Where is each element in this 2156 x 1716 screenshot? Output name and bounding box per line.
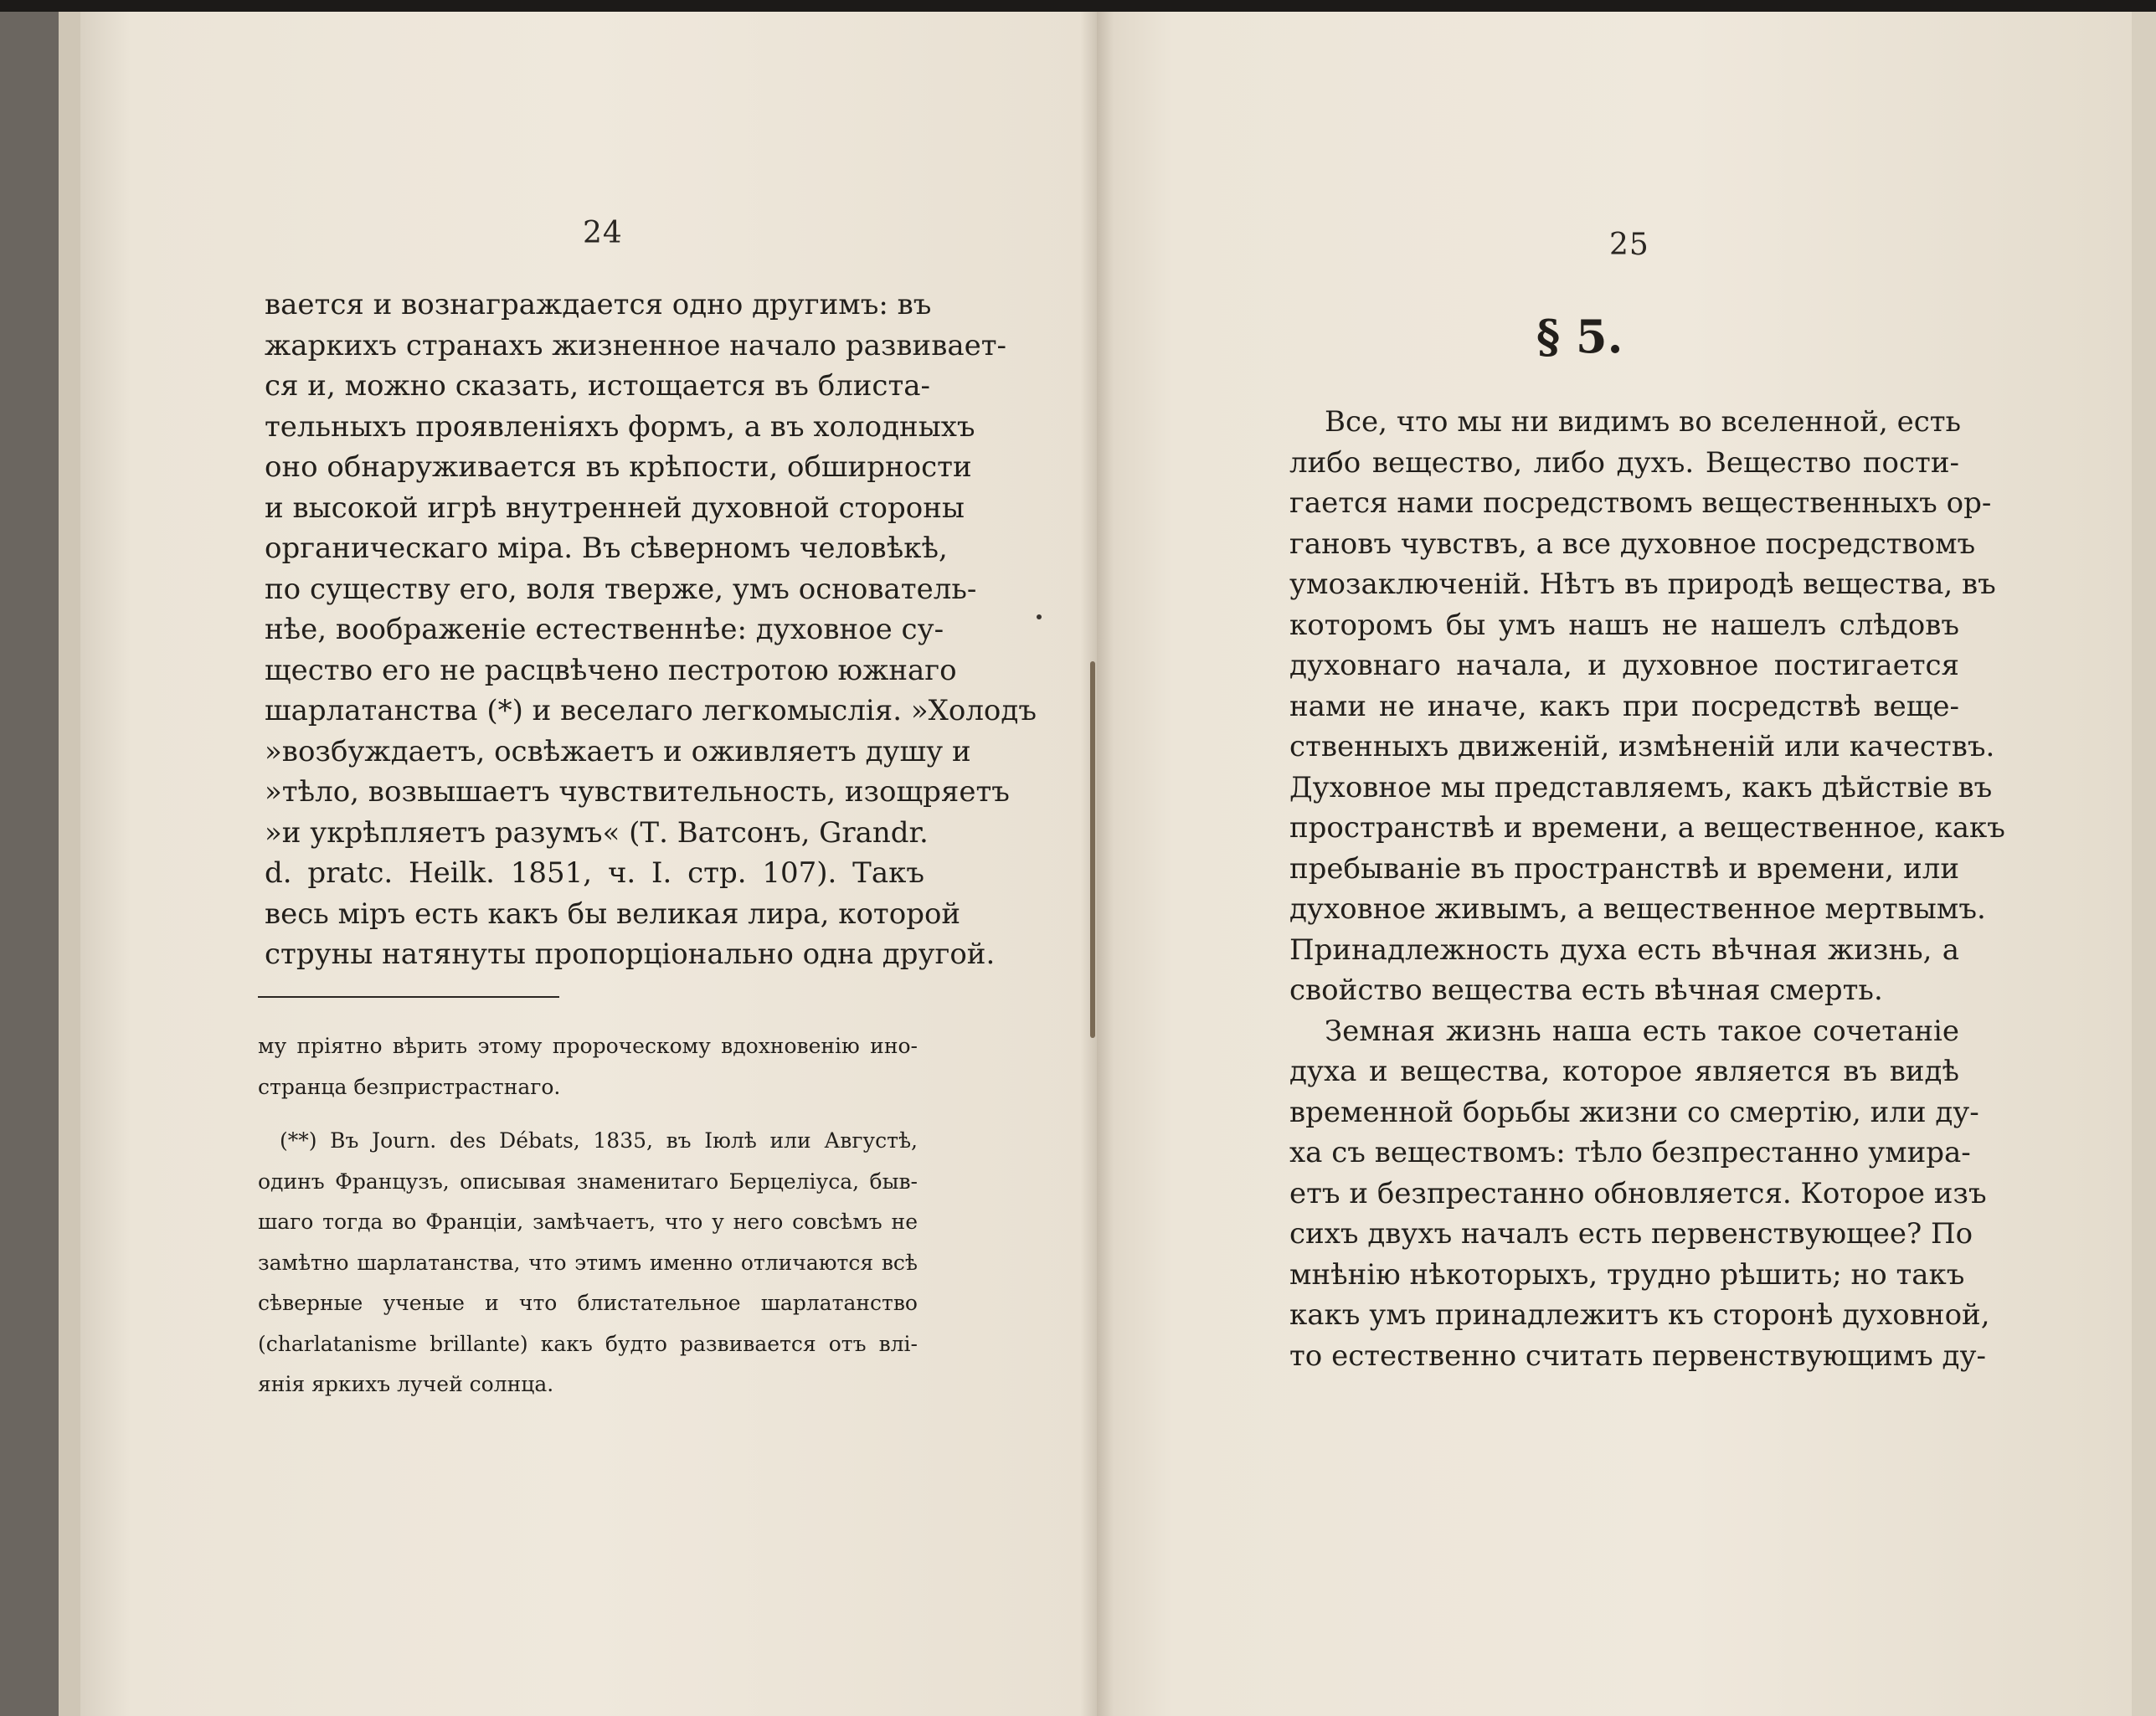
text-line: тельныхъ проявленіяхъ формъ, а въ холодныхъ [265,409,975,444]
footnote-line: замѣтно шарлатанства, что этимъ именно отличаются всѣ [258,1250,918,1275]
section-heading: § 5. [1536,310,1623,363]
text-line: ся и, можно сказать, истощается въ блиста- [265,369,931,403]
footnotes [258,1026,918,1405]
text-line: духовное живымъ, а вещественное мертвымъ. [1289,892,1986,926]
footnote-line: одинъ Французъ, описывая знаменитаго Берцеліуса, быв- [258,1169,918,1194]
text-line: весь міръ есть какъ бы великая лира, которой [265,897,961,931]
scanner-top-edge [0,0,2156,12]
left-page-edge [59,12,80,1716]
text-line: ственныхъ движеній, измѣненій или качествъ. [1289,730,1995,763]
text-line: органическаго міра. Въ сѣверномъ человѣкѣ, [265,532,948,565]
text-line: сихъ двухъ началъ есть первенствующее? По [1289,1217,1973,1251]
ink-speck [1037,614,1042,619]
text-line: Принадлежность духа есть вѣчная жизнь, а [1289,932,1959,967]
text-line: Духовное мы представляемъ, какъ дѣйствіе въ [1289,770,1993,804]
book-gutter [1080,12,1114,1716]
text-line: свойство вещества есть вѣчная смерть. [1289,974,1883,1007]
text-line: временной борьбы жизни со смертію, или ду- [1289,1095,1979,1129]
text-line: какъ умъ принадлежитъ къ сторонѣ духовной, [1289,1298,1990,1332]
right-body-text [1289,402,2005,1376]
right-page-edge [2132,12,2156,1716]
text-line: и высокой игрѣ внутренней духовной стороны [265,491,965,525]
text-line: мнѣнію нѣкоторыхъ, трудно рѣшить; но такъ [1289,1257,1965,1292]
text-line: пространствѣ и времени, а вещественное, какъ [1289,811,2005,845]
left-body-text [265,285,1037,975]
text-line: »возбуждаетъ, освѣжаетъ и оживляетъ душу и [265,734,971,768]
text-line: Все, что мы ни видимъ во вселенной, есть [1325,405,1962,439]
text-line: нами не иначе, какъ при посредствѣ веще- [1289,689,1959,723]
text-line: духовнаго начала, и духовное постигается [1289,649,1959,682]
text-line: духа и вещества, которое является въ видѣ [1289,1055,1959,1088]
text-line: вается и вознаграждается одно другимъ: въ [265,288,932,321]
text-line: то естественно считать первенствующимъ ду- [1289,1338,1986,1373]
footnote-line: сѣверные ученые и что блистательное шарлатанство [258,1291,918,1315]
footnote-line: странца безпристрастнаго. [258,1074,561,1099]
footnote-line: (charlatanisme brillante) какъ будто развивается отъ влі- [258,1331,918,1356]
text-line: гановъ чувствъ, а все духовное посредствомъ [1289,527,1976,561]
text-line: по существу его, воля тверже, умъ основатель- [265,572,977,606]
footnote-line: му пріятно вѣрить этому пророческому вдохновенію ино- [258,1034,918,1058]
text-line: »тѣло, возвышаетъ чувствительность, изощряетъ [265,775,1010,809]
text-line: струны натянуты пропорціонально одна другой. [265,938,996,971]
footnote-line: янія яркихъ лучей солнца. [258,1372,554,1396]
page-number-left: 24 [583,216,623,250]
text-line: гается нами посредствомъ вещественныхъ ор- [1289,486,1992,520]
footnote-line: (**) Въ Journ. des Débats, 1835, въ Іюлѣ или Августѣ, [280,1128,918,1153]
text-line: жаркихъ странахъ жизненное начало развивает- [265,328,1007,362]
page-number-right: 25 [1609,228,1649,262]
text-line: умозаключеній. Нѣтъ въ природѣ вещества, въ [1289,568,1996,601]
text-line: пребываніе въ пространствѣ и времени, или [1289,851,1959,886]
text-line: либо вещество, либо духъ. Вещество пости- [1289,445,1959,480]
text-line: шарлатанства (*) и веселаго легкомыслія. »Холодъ [265,694,1037,727]
text-line: Земная жизнь наша есть такое сочетаніе [1325,1014,1959,1048]
binding-fold [1090,661,1095,1038]
text-line: етъ и безпрестанно обновляется. Которое изъ [1289,1176,1987,1210]
text-line: d. pratc. Heilk. 1851, ч. I. стр. 107). Такъ [265,856,924,890]
footnote-rule [258,996,559,998]
footnote-line: шаго тогда во Франціи, замѣчаетъ, что у него совсѣмъ не [258,1210,918,1234]
text-line: щество его не расцвѣчено пестротою южнаго [265,653,957,687]
text-line: оно обнаруживается въ крѣпости, обширности [265,450,972,484]
text-line: которомъ бы умъ нашъ не нашелъ слѣдовъ [1289,608,1959,642]
text-line: »и укрѣпляетъ разумъ« (Т. Ватсонъ, Grandr. [265,815,929,850]
text-line: нѣе, воображеніе естественнѣе: духовное су- [265,613,944,646]
text-line: ха съ веществомъ: тѣло безпрестанно умира- [1289,1136,1971,1169]
